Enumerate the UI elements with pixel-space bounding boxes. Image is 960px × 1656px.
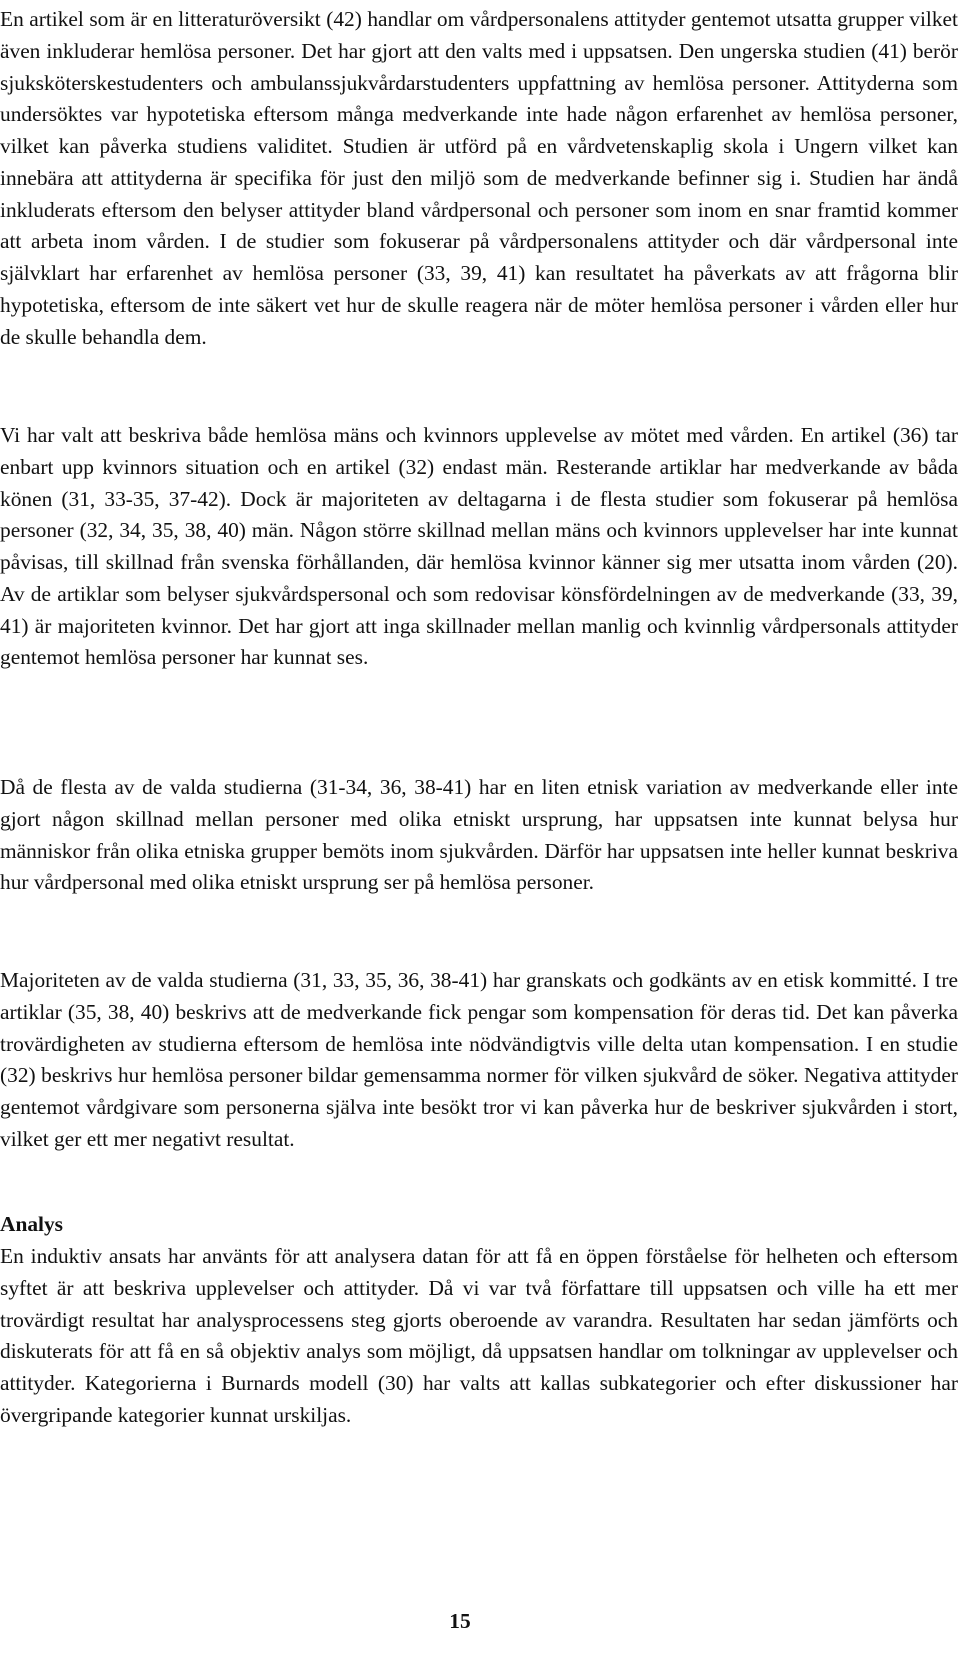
paragraph-text: Vi har valt att beskriva både hemlösa mäns och kvinnors upplevelse av mötet med vården. En artikel (36) tar enbart upp kvinnors situation och en artikel (32) endast män. Resterande artiklar har medverkande av båda könen (31, 33-35, 37-42). Dock är majoriteten av deltagarna i de flesta studier som fokuserar på hemlösa personer (32, 34, 35, 38, 40) män. Någon större skillnad mellan mäns och kvinnors upplevelser har inte kunnat påvisas, till skillnad från svenska förhållanden, där hemlösa kvinnor känner sig mer utsatta inom vården (20). Av de artiklar som belyser sjukvårdspersonal och som redovisar könsfördelningen av de medverkande (33, 39, 41) är majoriteten kvinnor. Det har gjort att inga skillnader mellan manlig och kvinnlig vårdpersonals attityder gentemot hemlösa personer har kunnat ses.	[0, 423, 958, 670]
section-heading-analys: Analys	[0, 1212, 64, 1236]
paragraph-text: Majoriteten av de valda studierna (31, 33, 35, 36, 38-41) har granskats och godkänts av en etisk kommitté. I tre artiklar (35, 38, 40) beskrivs att de medverkande fick pengar som kompensation för deras tid. Det kan påverka trovärdigheten av studierna eftersom de hemlösa inte nödvändigtvis ville delta utan kompensation. I en studie (32) beskrivs hur hemlösa personer bildar gemensamma normer för vilken sjukvård de söker. Negativa attityder gentemot vårdgivare som personerna själva inte besökt tror vi kan påverka hur de beskriver sjukvården i stort, vilket ger ett mer negativt resultat.	[0, 968, 958, 1151]
paragraph-gender	[0, 420, 958, 674]
paragraph-ethnicity	[0, 772, 958, 899]
paragraph-ethics	[0, 965, 958, 1156]
page-number: 15	[449, 1609, 471, 1633]
paragraph-analysis	[0, 1241, 958, 1432]
paragraph-text: Då de flesta av de valda studierna (31-34, 36, 38-41) har en liten etnisk variation av medverkande eller inte gjort någon skillnad mellan personer med olika etniskt ursprung, har uppsatsen inte kunnat belysa hur människor från olika etniska grupper bemöts inom sjukvården. Därför har uppsatsen inte heller kunnat beskriva hur vårdpersonal med olika etniskt ursprung ser på hemlösa personer.	[0, 775, 958, 895]
paragraph-text: En induktiv ansats har använts för att analysera datan för att få en öppen förståelse för helheten och eftersom syftet är att beskriva upplevelser och attityder. Då vi var två författare till uppsatsen och ville ha ett mer trovärdigt resultat har analysprocessens steg gjorts oberoende av varandra. Resultaten har sedan jämförts och diskuterats för att få en så objektiv analys som möjligt, då uppsatsen handlar om tolkningar av upplevelser och attityder. Kategorierna i Burnards modell (30) har valts att kallas subkategorier och efter diskussioner har övergripande kategorier kunnat urskiljas.	[0, 1244, 958, 1427]
paragraph-text: En artikel som är en litteraturöversikt (42) handlar om vårdpersonalens attityder gentemot utsatta grupper vilket även inkluderar hemlösa personer. Det har gjort att den valts med i uppsatsen. Den ungerska studien (41) berör sjuksköterskestudenters och ambulanssjukvårdarstudenters uppfattning av hemlösa personer. Attityderna som undersöktes var hypotetiska eftersom många medverkande inte hade någon erfarenhet av hemlösa personer, vilket kan påverka studiens validitet. Studien är utförd på en vårdvetenskaplig skola i Ungern vilket kan innebära att attityderna är specifika för just den miljö som de medverkande befinner sig i. Studien har ändå inkluderats eftersom den belyser attityder bland vårdpersonal och personer som inom en snar framtid kommer att arbeta inom vården. I de studier som fokuserar på vårdpersonalens attityder och där vårdpersonal inte självklart har erfarenhet av hemlösa personer (33, 39, 41) kan resultatet ha påverkats av att frågorna blir hypotetiska, eftersom de inte säkert vet hur de skulle reagera när de möter hemlösa personer i vården eller hur de skulle behandla dem.	[0, 7, 958, 349]
paragraph-literature-review	[0, 4, 958, 353]
